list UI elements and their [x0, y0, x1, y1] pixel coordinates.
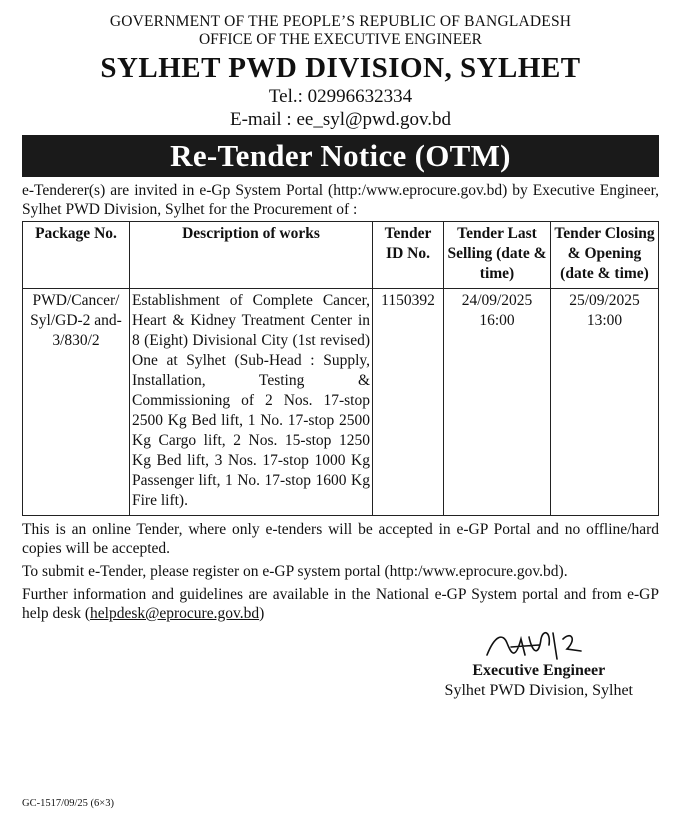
gc-code: GC-1517/09/25 (6×3) — [22, 798, 114, 809]
signature-block — [22, 623, 659, 723]
signer-office: Sylhet PWD Division, Sylhet — [444, 682, 633, 699]
government-line: GOVERNMENT OF THE PEOPLE’S REPUBLIC OF BANGLADESH — [109, 13, 572, 30]
submit-paragraph: To submit e-Tender, please register on e-GP system portal (http:/www.eprocure.gov.bd). — [22, 563, 568, 580]
closing-cell — [551, 289, 659, 516]
office-line: OFFICE OF THE EXECUTIVE ENGINEER — [198, 31, 482, 48]
division-title: SYLHET PWD DIVISION, SYLHET — [100, 52, 581, 84]
last-selling-time: 16:00 — [479, 312, 515, 329]
further-info-close: ) — [259, 605, 265, 622]
closing-time: 13:00 — [586, 312, 623, 329]
signer-title: Executive Engineer — [472, 662, 606, 679]
notice-title-banner: Re-Tender Notice (OTM) — [22, 135, 659, 177]
further-info-text: Further information and guidelines are available in the National e-GP System portal and from e-GP help desk ( — [22, 586, 659, 622]
table-header-row — [23, 222, 659, 289]
header-closing: Tender Closing & Opening (date & time) — [551, 222, 659, 289]
works-description: Establishment of Complete Cancer, Heart & Kidney Treatment Center in 8 (Eight) Divisional City (1st revised) One at Sylhet (Sub-Head : Supply, Installation, Testing & Commissioning of 2 Nos. 17-stop 2500 Kg Bed lift, 1 No. 17-stop 2500 Kg Cargo lift, 2 Nos. 15-stop 1250 Kg Bed lift, 3 Nos. 17-stop 1000 Kg Passenger lift, 1 No. 17-stop 1600 Kg Fire lift). — [130, 289, 373, 516]
package-number: PWD/Cancer/ Syl/GD-2 and-3/830/2 — [23, 289, 130, 516]
header-last-selling: Tender Last Selling (date & time) — [444, 222, 551, 289]
header-tender-id: Tender ID No. — [373, 222, 444, 289]
signer-details — [445, 661, 633, 701]
last-selling-cell — [444, 289, 551, 516]
header-description: Description of works — [130, 222, 373, 289]
notice-header — [22, 12, 659, 131]
last-selling-date: 24/09/2025 — [461, 292, 533, 309]
handwritten-signature — [481, 625, 601, 665]
closing-date: 25/09/2025 — [569, 292, 640, 309]
tender-table — [22, 221, 659, 516]
header-package: Package No. — [23, 222, 130, 289]
tender-id: 1150392 — [373, 289, 444, 516]
online-tender-paragraph: This is an online Tender, where only e-tenders will be accepted in e-GP Portal and no offline/hard copies will be accepted. — [22, 521, 659, 557]
email-line: E-mail : ee_syl@pwd.gov.bd — [229, 109, 451, 130]
table-row — [23, 289, 659, 516]
helpdesk-email-link[interactable]: helpdesk@eprocure.gov.bd — [90, 605, 260, 622]
intro-paragraph: e-Tenderer(s) are invited in e-Gp System Portal (http:/www.eprocure.gov.bd) by Executive Engineer, Sylhet PWD Division, Sylhet for the Procurement of : — [22, 182, 659, 218]
further-info-paragraph — [22, 585, 659, 623]
telephone-line: Tel.: 02996632334 — [268, 86, 413, 107]
